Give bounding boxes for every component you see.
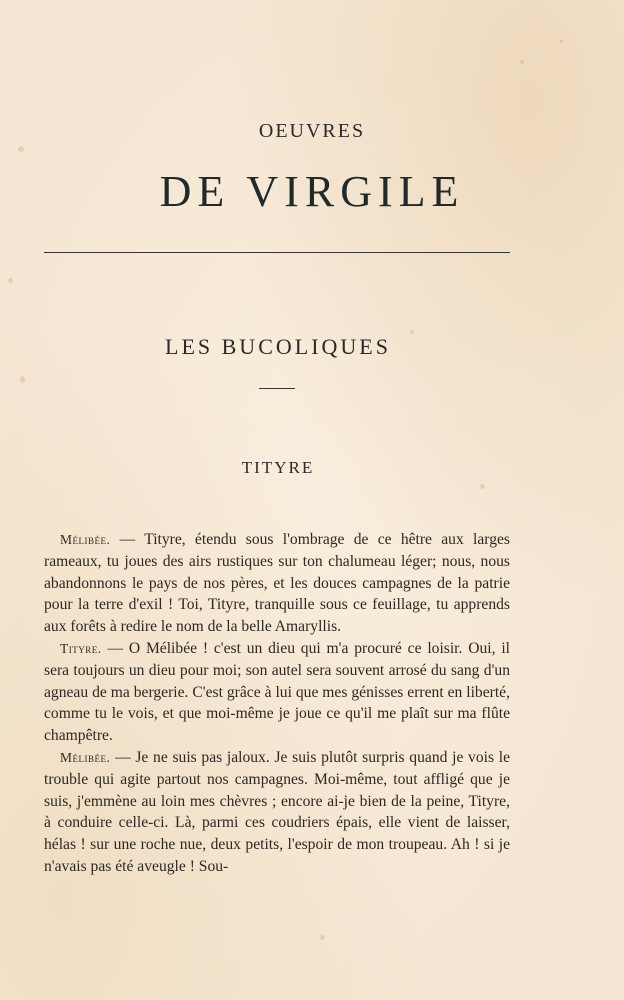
paper-stain — [20, 376, 25, 383]
speaker-name: Mélibée. — [60, 749, 111, 765]
paragraph-text: — Tityre, étendu sous l'ombrage de ce hêtre aux larges rameaux, tu joues des airs rustiques sur ton chalumeau léger; nous, nous abandonnons le pays de nos pères, et les douces campagnes de la patrie pour la terre d'exil ! Toi, Tityre, tranquille sous ce feuillage, tu apprends aux forêts à redire le nom de la belle Amaryllis. — [44, 531, 510, 636]
speaker-name: Tityre. — [60, 640, 102, 656]
paragraph-text: — Je ne suis pas jaloux. Je suis plutôt surpris quand je vois le trouble qui agite partout nos campagnes. Moi-même, tout affligé que je suis, j'emmène au loin mes chèvres ; encore ai-je bien de la peine, Tityre, à conduire celle-ci. Là, parmi ces coudriers épais, elle vient de laisser, hélas ! sur une roche nue, deux petits, l'espoir de mon troupeau. Ah ! si je n'avais pas été aveugle ! Sou- — [44, 748, 510, 875]
body-text — [44, 529, 510, 878]
title-divider — [44, 252, 510, 253]
paper-stain — [320, 935, 325, 940]
paper-stain — [480, 484, 485, 489]
paper-stain — [520, 60, 524, 64]
section-divider — [259, 388, 295, 389]
paper-stain — [560, 40, 563, 43]
poem-title: TITYRE — [241, 458, 315, 477]
author-title: DE VIRGILE — [159, 167, 465, 216]
paragraph — [44, 638, 510, 747]
paragraph — [44, 529, 510, 638]
paragraph — [44, 747, 510, 878]
work-title: OEUVRES — [258, 120, 366, 142]
speaker-name: Mélibée. — [60, 532, 111, 547]
section-title: LES BUCOLIQUES — [165, 334, 391, 359]
paper-stain — [18, 146, 24, 152]
paragraph-text: — O Mélibée ! c'est un dieu qui m'a procuré ce loisir. Oui, il sera toujours un dieu pour moi; son autel sera souvent arrosé du sang d'un agneau de ma bergerie. C'est grâce à lui que mes génisses errent en liberté, comme tu le vois, et que moi-même je joue ce qu'il me plaît sur ma flûte champêtre. — [44, 639, 511, 745]
paper-stain — [8, 278, 13, 283]
